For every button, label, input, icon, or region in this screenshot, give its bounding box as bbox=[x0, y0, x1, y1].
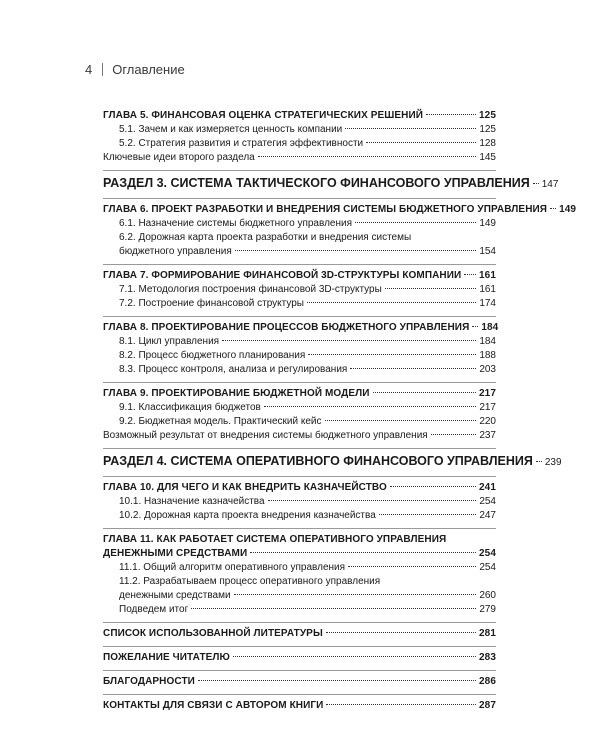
toc-wish[interactable]: ПОЖЕЛАНИЕ ЧИТАТЕЛЮ 283 bbox=[103, 652, 496, 663]
divider bbox=[103, 646, 496, 647]
toc-chapter-11[interactable]: ДЕНЕЖНЫМИ СРЕДСТВАМИ 254 bbox=[103, 548, 496, 559]
divider bbox=[103, 476, 496, 477]
divider bbox=[103, 448, 496, 449]
toc-chapter-7[interactable]: ГЛАВА 7. ФОРМИРОВАНИЕ ФИНАНСОВОЙ 3D-СТРУКТУРЫ КОМПАНИИ 161 bbox=[103, 270, 496, 281]
divider bbox=[103, 528, 496, 529]
toc-thanks[interactable]: БЛАГОДАРНОСТИ 286 bbox=[103, 676, 496, 687]
divider bbox=[103, 694, 496, 695]
divider bbox=[103, 170, 496, 171]
page-header bbox=[85, 62, 185, 77]
toc-section-9-1[interactable]: 9.1. Классификация бюджетов 217 bbox=[119, 402, 496, 413]
toc-section-7-1[interactable]: 7.1. Методология построения финансовой 3D-структуры 161 bbox=[119, 284, 496, 295]
toc-section-9-2[interactable]: 9.2. Бюджетная модель. Практический кейс 220 bbox=[119, 416, 496, 427]
page-title: Оглавление bbox=[112, 62, 185, 77]
toc-contacts[interactable]: КОНТАКТЫ ДЛЯ СВЯЗИ С АВТОРОМ КНИГИ 287 bbox=[103, 700, 496, 711]
toc-section-11-1[interactable]: 11.1. Общий алгоритм оперативного управления 254 bbox=[119, 562, 496, 573]
toc-section-10-1[interactable]: 10.1. Назначение казначейства 254 bbox=[119, 496, 496, 507]
toc-part-4[interactable]: РАЗДЕЛ 4. СИСТЕМА ОПЕРАТИВНОГО ФИНАНСОВОГО УПРАВЛЕНИЯ 239 bbox=[103, 454, 562, 468]
divider bbox=[103, 622, 496, 623]
toc-section-6-1[interactable]: 6.1. Назначение системы бюджетного управления 149 bbox=[119, 218, 496, 229]
page-number: 4 bbox=[85, 62, 93, 77]
toc-chapter-11-line1[interactable]: ГЛАВА 11. КАК РАБОТАЕТ СИСТЕМА ОПЕРАТИВНОГО УПРАВЛЕНИЯ bbox=[103, 534, 447, 545]
toc-chapter-10[interactable]: ГЛАВА 10. ДЛЯ ЧЕГО И КАК ВНЕДРИТЬ КАЗНАЧЕЙСТВО 241 bbox=[103, 482, 496, 493]
toc-section-5-2[interactable]: 5.2. Стратегия развития и стратегия эффективности 128 bbox=[119, 138, 496, 149]
divider bbox=[103, 316, 496, 317]
toc-section-6-2-line1[interactable]: 6.2. Дорожная карта проекта разработки и внедрения системы bbox=[119, 232, 412, 243]
toc-chapter-8[interactable]: ГЛАВА 8. ПРОЕКТИРОВАНИЕ ПРОЦЕССОВ БЮДЖЕТНОГО УПРАВЛЕНИЯ 184 bbox=[103, 322, 499, 333]
divider bbox=[103, 264, 496, 265]
toc-part-3[interactable]: РАЗДЕЛ 3. СИСТЕМА ТАКТИЧЕСКОГО ФИНАНСОВОГО УПРАВЛЕНИЯ 147 bbox=[103, 176, 559, 190]
table-of-contents bbox=[103, 109, 577, 713]
toc-literature[interactable]: СПИСОК ИСПОЛЬЗОВАННОЙ ЛИТЕРАТУРЫ 281 bbox=[103, 628, 496, 639]
toc-summary[interactable]: Подведем итог 279 bbox=[119, 604, 496, 615]
toc-section-10-2[interactable]: 10.2. Дорожная карта проекта внедрения казначейства 247 bbox=[119, 510, 496, 521]
toc-key-ideas-2[interactable]: Ключевые идеи второго раздела 145 bbox=[103, 152, 496, 163]
divider bbox=[103, 198, 496, 199]
toc-section-5-1[interactable]: 5.1. Зачем и как измеряется ценность компании 125 bbox=[119, 124, 496, 135]
divider bbox=[103, 382, 496, 383]
toc-section-8-2[interactable]: 8.2. Процесс бюджетного планирования 188 bbox=[119, 350, 496, 361]
toc-section-8-3[interactable]: 8.3. Процесс контроля, анализа и регулирования 203 bbox=[119, 364, 496, 375]
toc-chapter-9[interactable]: ГЛАВА 9. ПРОЕКТИРОВАНИЕ БЮДЖЕТНОЙ МОДЕЛИ 217 bbox=[103, 388, 496, 399]
toc-possible-result[interactable]: Возможный результат от внедрения системы бюджетного управления 237 bbox=[103, 430, 496, 441]
toc-section-7-2[interactable]: 7.2. Построение финансовой структуры 174 bbox=[119, 298, 496, 309]
toc-section-6-2[interactable]: бюджетного управления 154 bbox=[119, 246, 496, 257]
toc-chapter-5[interactable]: ГЛАВА 5. ФИНАНСОВАЯ ОЦЕНКА СТРАТЕГИЧЕСКИХ РЕШЕНИЙ 125 bbox=[103, 110, 496, 121]
toc-section-11-2[interactable]: денежными средствами 260 bbox=[119, 590, 496, 601]
header-divider bbox=[102, 63, 103, 76]
divider bbox=[103, 670, 496, 671]
toc-section-8-1[interactable]: 8.1. Цикл управления 184 bbox=[119, 336, 496, 347]
toc-chapter-6[interactable]: ГЛАВА 6. ПРОЕКТ РАЗРАБОТКИ И ВНЕДРЕНИЯ СИСТЕМЫ БЮДЖЕТНОГО УПРАВЛЕНИЯ 149 bbox=[103, 204, 577, 215]
toc-section-11-2-line1[interactable]: 11.2. Разрабатываем процесс оперативного управления bbox=[119, 576, 381, 587]
